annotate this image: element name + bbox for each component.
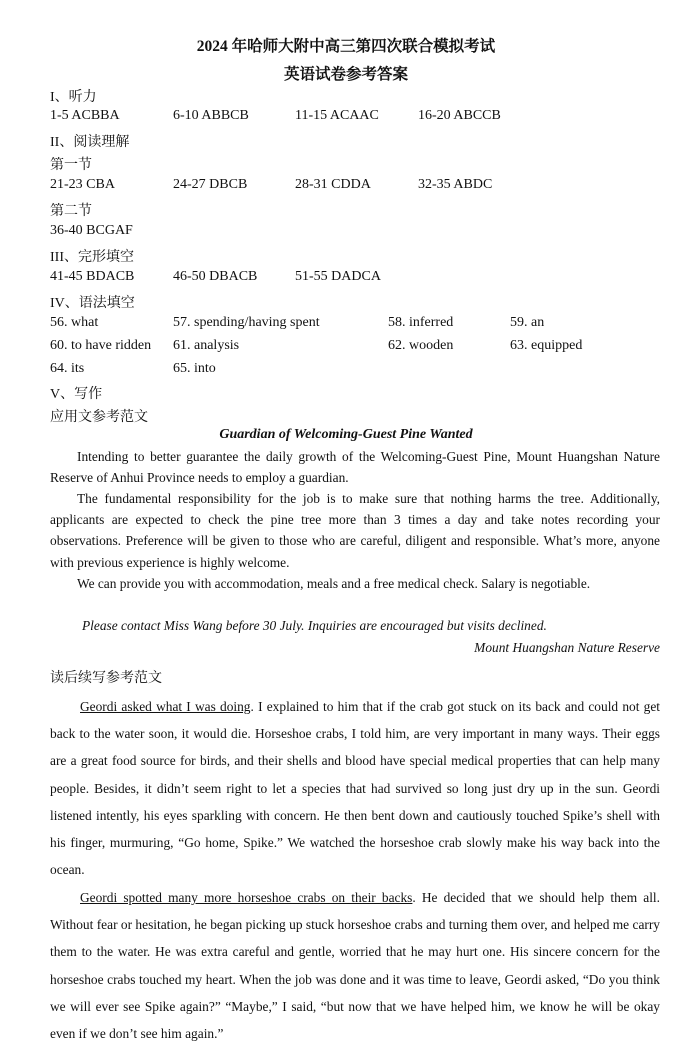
answer-item: 62. wooden [388,338,454,353]
answer-item: 56. what [50,315,99,330]
answer-item: 59. an [510,315,545,330]
answer-group: 51-55 DADCA [295,269,381,284]
answer-item: 58. inferred [388,315,454,330]
answer-item: 64. its [50,361,85,376]
story-body: . He decided that we should help them all. Without fear or hesitation, he began picking up stuck horseshoe crabs and turning them over, and helped me carry them to the water. He was extra careful and gentle, worried that he may hurt one. His sincere concern for the horseshoe crabs touched my heart. When the job was done and it was time to leave, Geordi asked, “Do you think we will ever see Spike again?” “Maybe,” I said, “but now that we have helped him, we know he will be okay even if we don’t see him again.” [50,890,660,1042]
answer-group: 28-31 CDDA [295,177,371,192]
applied-writing-label: 应用文参考范文 [50,410,148,425]
answer-item: 61. analysis [173,338,240,353]
page-title: 2024 年哈师大附中高三第四次联合模拟考试 [196,38,496,55]
reading-heading: II、阅读理解 [50,135,130,150]
story-paragraph [50,693,660,883]
essay-closing [50,618,660,634]
answer-group: 11-15 ACAAC [295,108,379,123]
answer-group: 1-5 ACBBA [50,108,120,123]
closing-text: Please contact Miss Wang before 30 July. Inquiries are encouraged but visits declined. [82,618,547,633]
answer-group: 24-27 DBCB [173,177,248,192]
answer-item: 65. into [173,361,216,376]
answer-item: 63. equipped [510,338,583,353]
essay-paragraph-text: The fundamental responsibility for the job is to make sure that nothing harms the tree. Additionally, applicants are expected to check the pine tree more than 3 times a day and take notes recording your observations. Preference will be given to those who are careful, diligent and responsible. What’s more, anyone with previous experience is highly welcome. [50,491,660,570]
listening-heading: I、听力 [50,90,97,105]
answer-group: 41-45 BDACB [50,269,135,284]
essay-paragraph [50,446,660,488]
cloze-heading: III、完形填空 [50,250,134,265]
story-paragraph [50,884,660,1047]
answer-group: 32-35 ABDC [418,177,493,192]
answer-group: 6-10 ABBCB [173,108,249,123]
essay-paragraph-text: Intending to better guarantee the daily growth of the Welcoming-Guest Pine, Mount Huangshan Nature Reserve of Anhui Province needs to employ a guardian. [50,449,660,486]
section-label: 第二节 [50,204,92,219]
section-label: 第一节 [50,158,92,173]
essay-paragraph [50,488,660,573]
answer-group: 21-23 CBA [50,177,115,192]
grammar-heading: IV、语法填空 [50,296,135,311]
essay-paragraph-text: We can provide you with accommodation, meals and a free medical check. Salary is negotiable. [77,576,591,591]
answer-item: 60. to have ridden [50,338,152,353]
page-subtitle: 英语试卷参考答案 [283,66,408,83]
story-lead-sentence: Geordi spotted many more horseshoe crabs on their backs [80,890,413,905]
continuation-writing-label: 读后续写参考范文 [50,671,162,686]
essay-title: Guardian of Welcoming-Guest Pine Wanted [219,427,473,442]
answer-group: 36-40 BCGAF [50,223,133,238]
story-lead-sentence: Geordi asked what I was doing [80,699,251,714]
answer-item: 57. spending/having spent [173,315,320,330]
writing-heading: V、写作 [50,387,103,402]
essay-paragraph [50,573,660,594]
story-body: . I explained to him that if the crab got stuck on its back and could not get back to the water soon, it would die. Horseshoe crabs, I told him, are very important in many ways. Their eggs are a great food source for birds, and their shells and blood have special medical properties that can help many people. Besides, it didn’t seem right to let a species that had survived so long just dry up in the sun. Geordi listened intently, his eyes sparkling with concern. He then bent down and cautiously touched Spike’s shell with his finger, murmuring, “Go home, Spike.” We watched the horseshoe crab slowly make his way back into the ocean. [50,699,660,878]
answer-group: 46-50 DBACB [173,269,258,284]
answer-group: 16-20 ABCCB [418,108,501,123]
essay-signature: Mount Huangshan Nature Reserve [474,640,660,655]
